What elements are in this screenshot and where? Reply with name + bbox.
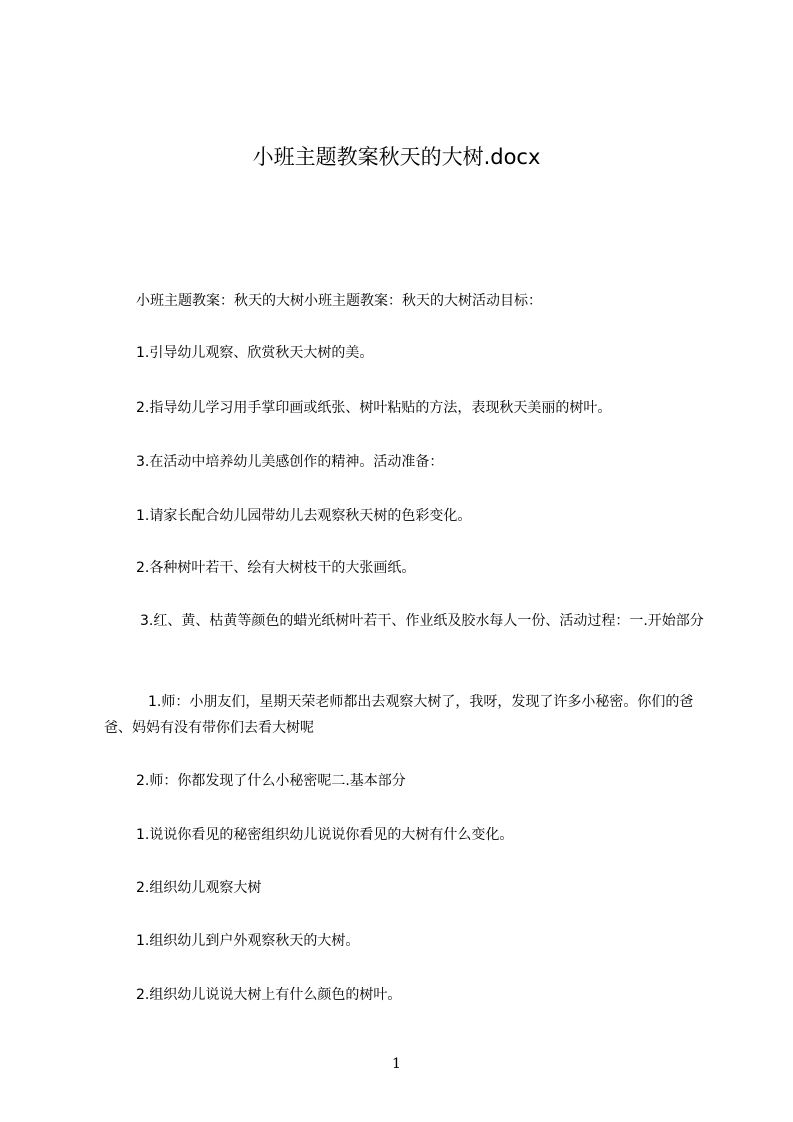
paragraph: 2.组织幼儿观察大树 (136, 880, 262, 896)
paragraph: 2.各种树叶若干、绘有大树枝干的大张画纸。 (136, 560, 416, 576)
page-number: 1 (392, 1056, 401, 1072)
paragraph: 1.说说你看见的秘密组织幼儿说说你看见的大树有什么变化。 (136, 827, 514, 843)
document-title: 小班主题教案秋天的大树.docx (252, 145, 541, 169)
paragraph: 1.引导幼儿观察、欣赏秋天大树的美。 (136, 345, 374, 361)
paragraph: 2.组织幼儿说说大树上有什么颜色的树叶。 (136, 987, 402, 1003)
paragraph: 2.师：你都发现了什么小秘密呢二.基本部分 (136, 773, 406, 789)
paragraph: 小班主题教案：秋天的大树小班主题教案：秋天的大树活动目标： (136, 293, 542, 309)
paragraph: 1.组织幼儿到户外观察秋天的大树。 (136, 933, 360, 949)
paragraph: 1.师：小朋友们，星期天荣老师都出去观察大树了，我呀，发现了许多小秘密。你们的爸爸、妈妈有没有带你们去看大树呢 (104, 694, 694, 736)
paragraph: 1.请家长配合幼儿园带幼儿去观察秋天树的色彩变化。 (136, 508, 472, 524)
paragraph: 3.在活动中培养幼儿美感创作的精神。活动准备： (136, 454, 444, 470)
paragraph: 3.红、黄、枯黄等颜色的蜡光纸树叶若干、作业纸及胶水每人一份、活动过程：一.开始部分 (140, 613, 704, 629)
paragraph: 2.指导幼儿学习用手掌印画或纸张、树叶粘贴的方法，表现秋天美丽的树叶。 (136, 400, 612, 416)
